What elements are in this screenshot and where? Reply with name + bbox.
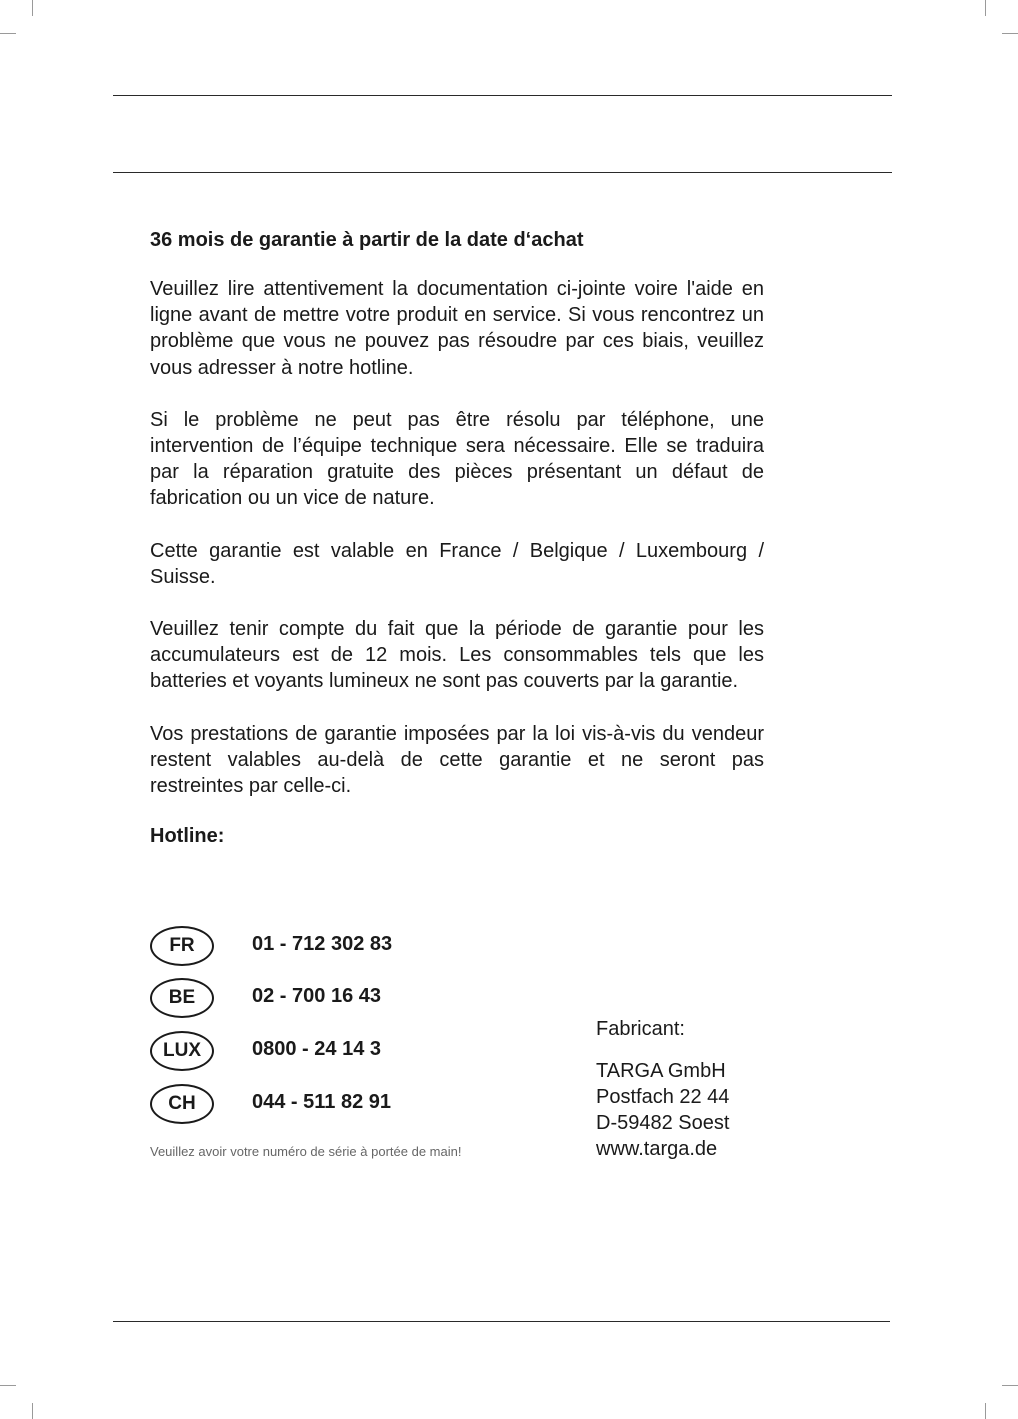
header-rule-bottom xyxy=(113,172,892,173)
paragraph-legal-rights: Vos prestations de garantie imposées par la loi vis-à-vis du vendeur restent valables au-delà de cette garantie et ne seront pas restreintes par celle-ci. xyxy=(150,722,764,798)
crop-mark xyxy=(985,0,986,16)
country-badge-fr: FR xyxy=(150,926,214,966)
paragraph-technical-intervention: Si le problème ne peut pas être résolu par téléphone, une intervention de l’équipe technique sera nécessaire. Elle se traduira par la réparation gratuite des pièces présentant un défaut de fabrication ou un vice de nature. xyxy=(150,408,764,510)
hotline-phone-be: 02 - 700 16 43 xyxy=(252,985,381,1007)
crop-mark xyxy=(0,1385,16,1386)
page-title: 36 mois de garantie à partir de la date d‘achat xyxy=(150,229,584,251)
country-badge-be: BE xyxy=(150,978,214,1018)
warranty-text-block xyxy=(150,226,764,850)
header-rule-top xyxy=(113,95,892,96)
crop-mark xyxy=(1002,1385,1018,1386)
manufacturer-block xyxy=(596,1016,729,1162)
crop-mark xyxy=(985,1403,986,1419)
hotline-phone-lux: 0800 - 24 14 3 xyxy=(252,1038,381,1060)
crop-mark xyxy=(32,1403,33,1419)
manufacturer-address-line2: D-59482 Soest xyxy=(596,1112,730,1134)
manufacturer-label: Fabricant: xyxy=(596,1018,685,1040)
manufacturer-name: TARGA GmbH xyxy=(596,1060,726,1082)
crop-mark xyxy=(1002,33,1018,34)
footer-rule xyxy=(113,1321,890,1322)
serial-number-note: Veuillez avoir votre numéro de série à portée de main! xyxy=(150,1144,462,1159)
hotline-phone-fr: 01 - 712 302 83 xyxy=(252,933,393,955)
paragraph-batteries: Veuillez tenir compte du fait que la période de garantie pour les accumulateurs est de 12 mois. Les consommables tels que les batteries et voyants lumineux ne sont pas couverts par la garantie. xyxy=(150,618,764,693)
hotline-label: Hotline: xyxy=(150,825,225,848)
crop-mark xyxy=(0,33,16,34)
hotline-phone-ch: 044 - 511 82 91 xyxy=(252,1091,392,1113)
manufacturer-address-line1: Postfach 22 44 xyxy=(596,1086,730,1108)
manufacturer-website: www.targa.de xyxy=(596,1138,718,1160)
paragraph-documentation: Veuillez lire attentivement la documentation ci-jointe voire l'aide en ligne avant de mettre votre produit en service. Si vous rencontrez un problème que vous ne pouvez pas résoudre par ces biais, veuillez vous adresser à notre hotline. xyxy=(150,278,764,379)
country-badge-ch: CH xyxy=(150,1084,214,1124)
crop-mark xyxy=(32,0,33,16)
paragraph-validity: Cette garantie est valable en France / Belgique / Luxembourg / Suisse. xyxy=(150,539,764,588)
country-badge-lux: LUX xyxy=(150,1031,214,1071)
